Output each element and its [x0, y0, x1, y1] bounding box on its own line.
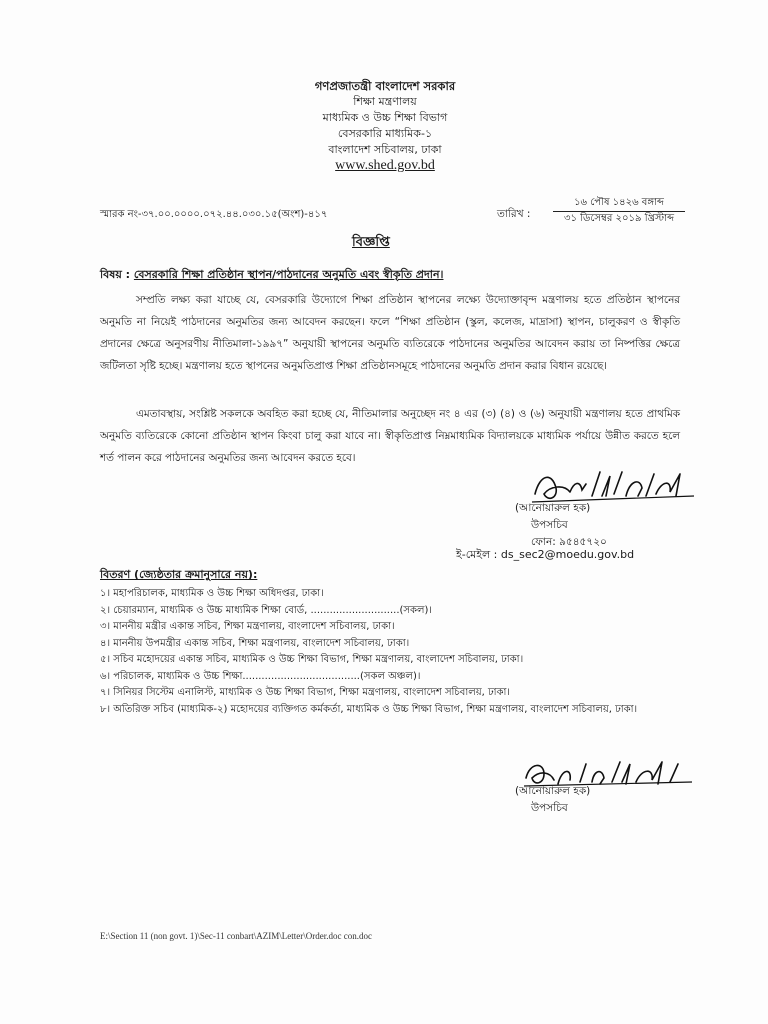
- section-name: বেসরকারি মাধ্যমিক-১: [337, 127, 433, 140]
- subject-text: বেসরকারি শিক্ষা প্রতিষ্ঠান স্থাপন/পাঠদানের অনুমতি এবং স্বীকৃতি প্রদান।: [133, 268, 444, 281]
- signatory-designation: উপসচিব: [531, 519, 568, 531]
- body-paragraph-1: সম্প্রতি লক্ষ্য করা যাচ্ছে যে, বেসরকারি উদ্যোগে শিক্ষা প্রতিষ্ঠান স্থাপনের লক্ষ্যে উদ্যোক্তাবৃন্দ মন্ত্রণালয় হতে প্রতিষ্ঠান স্থাপনের অনুমতি না নিয়েই পাঠদানের অনুমতির জন্য আবেদন করছেন। ফলে “শিক্ষা প্রতিষ্ঠান (স্কুল, কলেজ, মাদ্রাসা) স্থাপন, চালুকরণ ও স্বীকৃতি প্রদানের ক্ষেত্রে অনুসরণীয় নীতিমালা-১৯৯৭” অনুযায়ী স্থাপনের অনুমতি ব্যতিরেকে পাঠদানের অনুমতির আবেদন করায় তা নিষ্পত্তির ক্ষেত্রে জটিলতা সৃষ্টি হচ্ছে। মন্ত্রণালয় হতে স্থাপনের অনুমতিপ্রাপ্ত শিক্ষা প্রতিষ্ঠানসমূহে পাঠদানের অনুমতি প্রদান করার বিধান রয়েছে।: [100, 294, 680, 372]
- list-item: ৩। মাননীয় মন্ত্রীর একান্ত সচিব, শিক্ষা মন্ত্রণালয়, বাংলাদেশ সচিবালয়, ঢাকা।: [100, 621, 395, 632]
- subject-label: বিষয় :: [100, 268, 131, 281]
- distribution-list: [100, 586, 700, 718]
- division-name: মাধ্যমিক ও উচ্চ শিক্ষা বিভাগ: [322, 111, 448, 124]
- file-path-footer: E:\Section 11 (non govt. 1)\Sec-11 conbart\AZIM\Letter\Order.doc con.doc: [100, 931, 373, 941]
- signatory-name: (আনোয়ারুল হক): [515, 502, 591, 514]
- list-item: ৭। সিনিয়র সিস্টেম এনালিস্ট, মাধ্যমিক ও উচ্চ শিক্ষা বিভাগ, শিক্ষা মন্ত্রণালয়, বাংলাদেশ সচিবালয়, ঢাকা।: [100, 687, 511, 698]
- memo-number: স্মারক নং-৩৭.০০.০০০০.০৭২.৪৪.০৩০.১৫(অংশ)-৪১৭: [100, 209, 328, 220]
- date-block: [553, 196, 685, 226]
- distribution-title: বিতরণ (জ্যেষ্ঠতার ক্রমানুসারে নয়):: [100, 568, 258, 581]
- website-link[interactable]: www.shed.gov.bd: [335, 158, 435, 173]
- body-paragraph-2: এমতাবস্থায়, সংশ্লিষ্ট সকলকে অবহিত করা হচ্ছে যে, নীতিমালার অনুচ্ছেদ নং ৪ এর (৩) (৪) ও (৬) অনুযায়ী মন্ত্রণালয় হতে প্রাথমিক অনুমতি ব্যতিরেকে কোনো প্রতিষ্ঠান স্থাপন কিংবা চালু করা যাবে না। স্বীকৃতিপ্রাপ্ত নিম্নমাধ্যমিক বিদ্যালয়কে মাধ্যমিক পর্যায়ে উন্নীত করতে হলে শর্ত পালন করে পাঠদানের অনুমতির জন্য আবেদন করতে হবে।: [100, 408, 680, 464]
- signatory-designation: উপসচিব: [531, 802, 568, 814]
- ministry-name: শিক্ষা মন্ত্রণালয়: [353, 95, 417, 108]
- signature-2-block: [515, 783, 590, 817]
- list-item: ২। চেয়ারম্যান, মাধ্যমিক ও উচ্চ মাধ্যমিক শিক্ষা বোর্ড, ............................(সকল)।: [100, 604, 432, 616]
- office-address: বাংলাদেশ সচিবালয়, ঢাকা: [328, 143, 442, 156]
- subject-line: [100, 266, 700, 285]
- signature-1-block: [515, 500, 607, 551]
- signatory-name: (আনোয়ারুল হক): [515, 785, 591, 797]
- signatory-email[interactable]: ই-মেইল : ds_sec2@moedu.gov.bd: [456, 548, 635, 561]
- list-item: ৮। অতিরিক্ত সচিব (মাধ্যমিক-২) মহোদয়ের ব্যক্তিগত কর্মকর্তা, মাধ্যমিক ও উচ্চ শিক্ষা বিভাগ, শিক্ষা মন্ত্রণালয়, বাংলাদেশ সচিবালয়, ঢাকা।: [100, 703, 638, 715]
- list-item: ৫। সচিব মহোদয়ের একান্ত সচিব, মাধ্যমিক ও উচ্চ শিক্ষা বিভাগ, শিক্ষা মন্ত্রণালয়, বাংলাদেশ সচিবালয়, ঢাকা।: [100, 654, 524, 665]
- date-bangla: ১৬ পৌষ ১৪২৬ বঙ্গাব্দ: [553, 196, 685, 212]
- notice-title: বিজ্ঞপ্তি: [352, 235, 390, 250]
- signatory-phone: ফোন: ৯৫৪৫৭২০: [531, 536, 607, 548]
- list-item: ৪। মাননীয় উপমন্ত্রীর একান্ত সচিব, শিক্ষা মন্ত্রণালয়, বাংলাদেশ সচিবালয়, ঢাকা।: [100, 637, 410, 649]
- list-item: ১। মহাপরিচালক, মাধ্যমিক ও উচ্চ শিক্ষা অধিদপ্তর, ঢাকা।: [100, 588, 324, 599]
- date-gregorian: ৩১ ডিসেম্বর ২০১৯ খ্রিস্টাব্দ: [563, 213, 675, 224]
- list-item: ৬। পরিচালক, মাধ্যমিক ও উচ্চ শিক্ষা.....................................(সকল অঞ্চল)।: [100, 670, 421, 682]
- letterhead: [200, 78, 570, 174]
- date-label: তারিখ :: [497, 208, 531, 220]
- govt-name: গণপ্রজাতন্ত্রী বাংলাদেশ সরকার: [314, 79, 456, 93]
